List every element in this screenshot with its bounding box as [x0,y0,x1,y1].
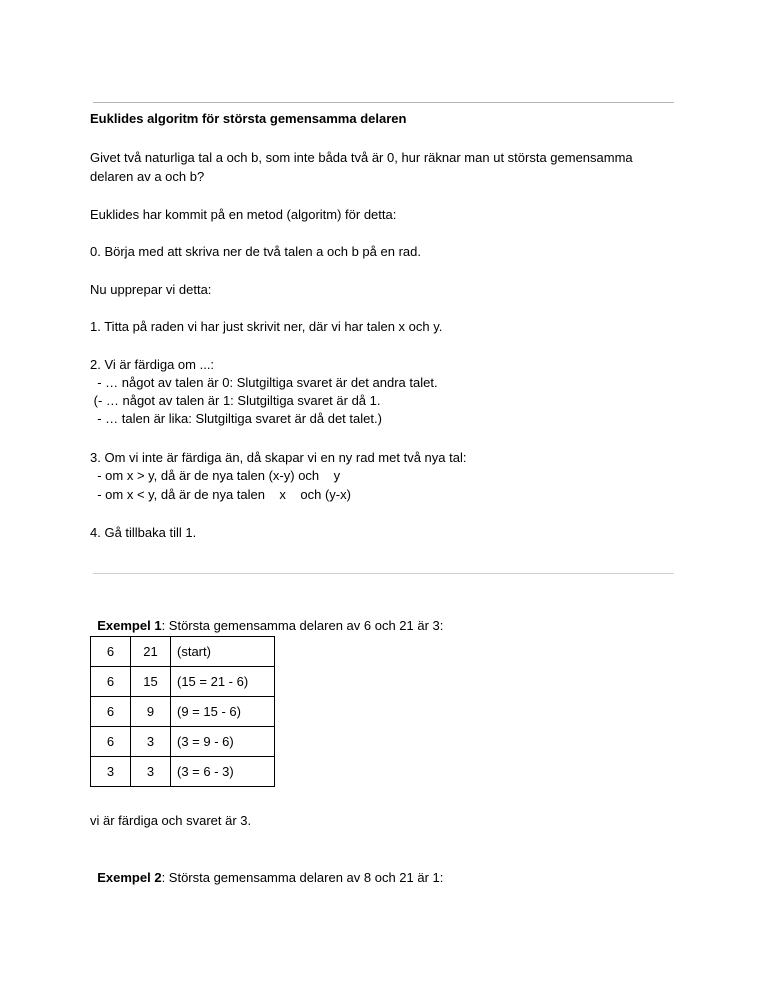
table-cell-b: 3 [131,757,171,787]
example-1-label: Exempel 1 [97,618,162,633]
repeat-intro: Nu upprepar vi detta: [90,282,212,297]
table-cell-comment: (start) [171,637,275,667]
example-2-heading [90,849,443,887]
step-3-line-1: - om x > y, då är de nya talen (x-y) och y [90,468,341,483]
table-row [91,757,275,787]
table-cell-a: 6 [91,667,131,697]
example-1-text: : Största gemensamma delaren av 6 och 21 är 3: [161,618,444,633]
step-3-heading: 3. Om vi inte är färdiga än, då skapar vi en ny rad met två nya tal: [90,450,467,465]
step-2-line-1: - … något av talen är 0: Slutgiltiga svaret är det andra talet. [90,375,438,390]
table-cell-comment: (3 = 6 - 3) [171,757,275,787]
table-row [91,697,275,727]
step-0: 0. Börja med att skriva ner de två talen a och b på en rad. [90,244,421,259]
step-2-line-3: - … talen är lika: Slutgiltiga svaret är då det talet.) [90,411,382,426]
table-cell-b: 21 [131,637,171,667]
step-2-line-2: (- … något av talen är 1: Slutgiltiga svaret är då 1. [90,393,381,408]
table-cell-a: 6 [91,697,131,727]
example-2-text: : Största gemensamma delaren av 8 och 21 är 1: [161,870,444,885]
step-1: 1. Titta på raden vi har just skrivit ner, där vi har talen x och y. [90,319,443,334]
example-1-conclusion: vi är färdiga och svaret är 3. [90,813,252,828]
table-cell-a: 6 [91,637,131,667]
table-row [91,727,275,757]
step-4: 4. Gå tillbaka till 1. [90,525,197,540]
document-title: Euklides algoritm för största gemensamma delaren [90,111,407,126]
table-cell-b: 9 [131,697,171,727]
table-cell-b: 3 [131,727,171,757]
example-1-table [90,636,275,787]
table-cell-a: 6 [91,727,131,757]
intro-line-1: Givet två naturliga tal a och b, som inte båda två är 0, hur räknar man ut största gemensamma [90,150,633,165]
table-cell-comment: (3 = 9 - 6) [171,727,275,757]
table-row [91,667,275,697]
table-row [91,637,275,667]
table-cell-b: 15 [131,667,171,697]
example-1-heading [90,597,443,635]
method-intro: Euklides har kommit på en metod (algoritm) för detta: [90,207,397,222]
table-cell-comment: (9 = 15 - 6) [171,697,275,727]
intro-line-2: delaren av a och b? [90,169,205,184]
example-2-label: Exempel 2 [97,870,162,885]
section-divider [93,573,674,574]
step-2-heading: 2. Vi är färdiga om ...: [90,357,215,372]
step-3-line-2: - om x < y, då är de nya talen x och (y-x) [90,487,351,502]
table-cell-comment: (15 = 21 - 6) [171,667,275,697]
top-divider [93,102,674,103]
table-cell-a: 3 [91,757,131,787]
